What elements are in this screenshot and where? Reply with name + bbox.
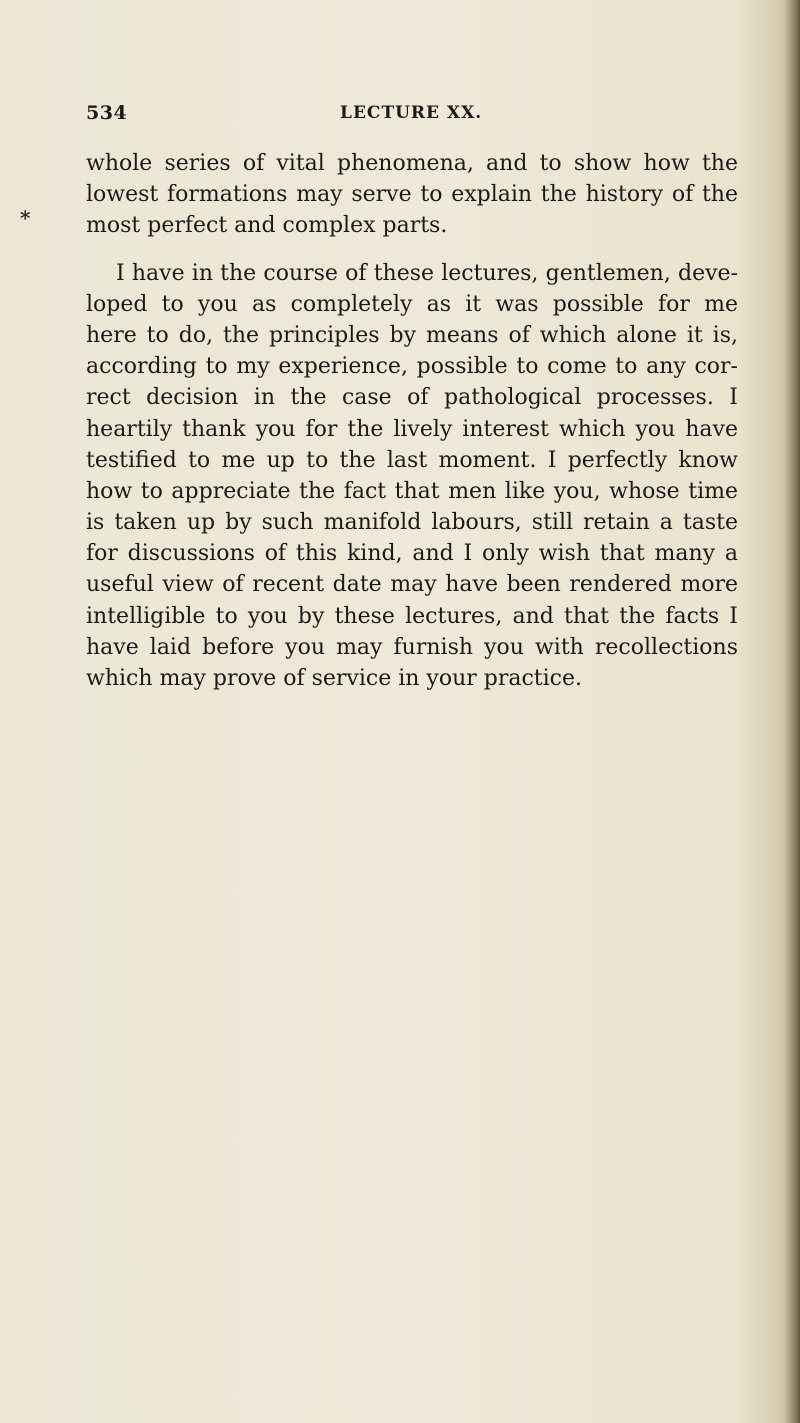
text-line: intelligible to you by these lectures, and that the facts I (86, 603, 738, 629)
running-head (86, 102, 686, 132)
body-text (86, 148, 738, 694)
text-line: heartily thank you for the lively interest which you have (86, 416, 738, 442)
text-line: loped to you as completely as it was possible for me (86, 291, 738, 317)
text-line: how to appreciate the fact that men like you, whose time (86, 478, 738, 504)
text-line: whole series of vital phenomena, and to show how the (86, 151, 738, 176)
text-line: is taken up by such manifold labours, still retain a taste (86, 510, 738, 536)
text-line: have laid before you may furnish you with recollections (86, 634, 738, 660)
text-line: for discussions of this kind, and I only wish that many a (86, 541, 738, 567)
text-line: useful view of recent date may have been rendered more (86, 572, 738, 598)
text-line: I have in the course of these lectures, gentlemen, deve- (116, 260, 738, 286)
header-title: LECTURE XX. (340, 103, 483, 123)
text-line: testified to me up to the last moment. I perfectly know (86, 447, 738, 473)
paragraph-1 (86, 148, 738, 242)
text-line: according to my experience, possible to come to any cor- (86, 354, 738, 380)
text-line: which may prove of service in your practice. (86, 666, 583, 691)
paragraph-gap (86, 242, 738, 258)
paragraph-2 (86, 258, 738, 695)
text-line: rect decision in the case of pathological processes. I (86, 385, 738, 411)
text-line: most perfect and complex parts. (86, 213, 448, 239)
page-number: 534 (86, 102, 128, 124)
text-line: lowest formations may serve to explain the history of the (86, 182, 738, 208)
margin-mark: * (20, 206, 31, 230)
text-line: here to do, the principles by means of which alone it is, (86, 322, 738, 348)
page-edge-shadow (784, 0, 800, 1423)
